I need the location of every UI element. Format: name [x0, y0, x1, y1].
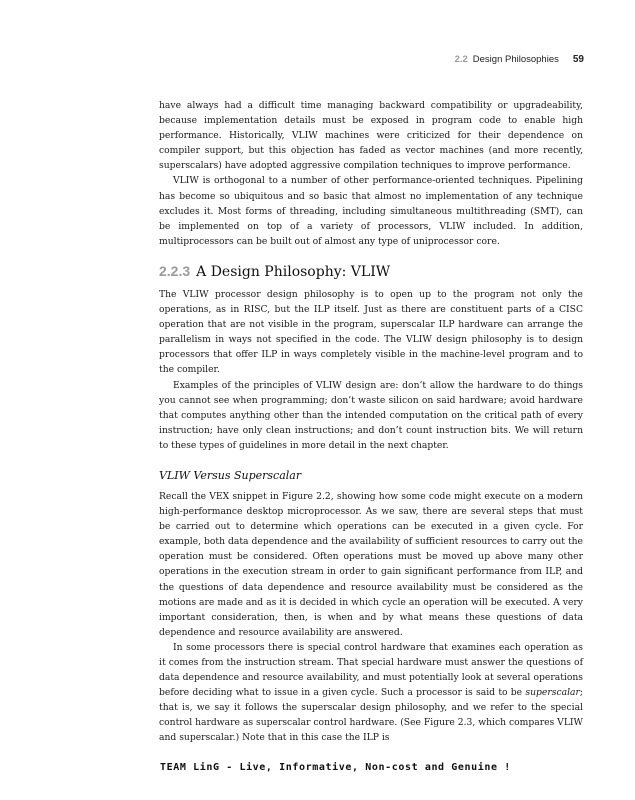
subsection-heading: VLIW Versus Superscalar — [159, 468, 302, 482]
main-text — [159, 98, 583, 746]
running-head-title: Design Philosophies — [472, 54, 559, 65]
section-title: A Design Philosophy: VLIW — [196, 263, 391, 280]
running-head-section-number: 2.2 — [454, 54, 468, 65]
paragraph: Examples of the principles of VLIW design are: don’t allow the hardware to do things you cannot see when programming; don’t waste silicon on said hardware; avoid hardware that computes anything other than the intended computation on the critical path of every instruction; have only clean instructions; and don’t count instruction bits. We will return to these types of guidelines in more detail in the next chapter. — [159, 379, 583, 451]
section-heading — [159, 262, 583, 281]
section-number: 2.2.3 — [159, 262, 191, 279]
paragraph — [159, 640, 583, 746]
paragraph: VLIW is orthogonal to a number of other performance-oriented techniques. Pipelining has become so ubiquitous and so basic that almost no implementation of any technique excludes it. Most forms of threading, including simultaneous multithreading (SMT), can be implemented on top of a variety of processors, VLIW included. In addition, multiprocessors can be built out of almost any type of uniprocessor core. — [159, 175, 583, 247]
paragraph: Recall the VEX snippet in Figure 2.2, showing how some code might execute on a modern high-performance desktop microprocessor. As we saw, there are several steps that must be carried out to determine which operations can be executed in a given cycle. For example, both data dependence and the availability of sufficient resources to carry out the operation must be considered. Often operations must be moved up above many other operations in the execution stream in order to gain significant performance from ILP, and the questions of data dependence and resource availability must be considered as the motions are made and as it is decided in which cycle an operation will be executed. A very important consideration, then, is when and by what means these questions of data dependence and resource availability are answered. — [159, 490, 583, 638]
paragraph: have always had a difficult time managing backward compatibility or upgradeability, because implementation details must be exposed in program code to enable high performance. Historically, VLIW machines were criticized for their dependence on compiler support, but this objection has faded as vector machines (and more recently, superscalars) have adopted aggressive compilation techniques to improve performance. — [159, 100, 583, 172]
paragraph-text: ; that is, we say it follows the superscalar design philosophy, and we refer to the special control hardware as superscalar control hardware. (See Figure 2.3, which compares VLIW and superscalar.) Note that in this case the ILP is — [159, 687, 583, 744]
running-head — [455, 54, 584, 65]
emphasis-term: superscalar — [525, 687, 580, 699]
paragraph: The VLIW processor design philosophy is to open up to the program not only the operations, as in RISC, but the ILP itself. Just as there are constituent parts of a CISC operation that are not visible in the program, superscalar ILP hardware can arrange the parallelism in ways not specified in the code. The VLIW design philosophy is to design processors that offer ILP in ways completely visible in the machine-level program and to the compiler. — [159, 288, 583, 376]
footer-watermark: TEAM LinG - Live, Informative, Non-cost and Genuine ! — [160, 762, 511, 773]
page-number: 59 — [572, 54, 584, 65]
paragraph-text: In some processors there is special control hardware that examines each operation as it comes from the instruction stream. That special hardware must answer the questions of data dependence and resource availability, and must potentially look at several operations before deciding what to issue in a given cycle. Such a processor is said to be — [159, 641, 583, 699]
